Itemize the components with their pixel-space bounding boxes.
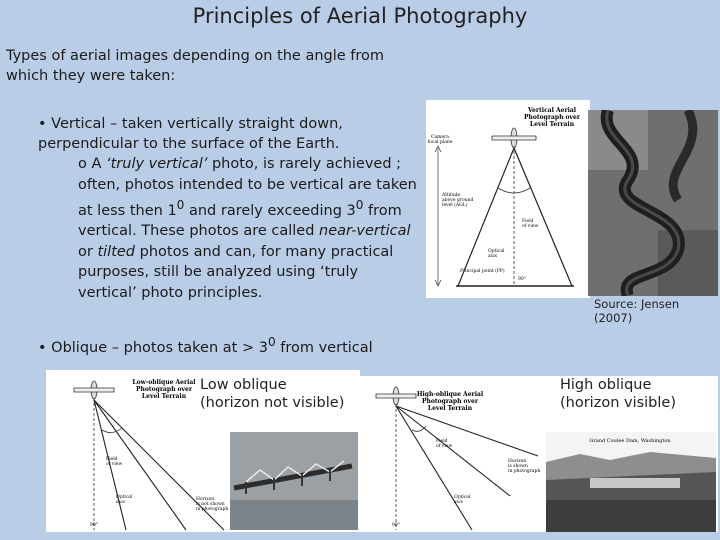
airplane-icon	[74, 381, 114, 399]
svg-text:90°: 90°	[518, 277, 526, 282]
svg-text:Horizon: Horizon	[196, 497, 215, 502]
source-citation: Source: Jensen (2007)	[594, 297, 680, 325]
svg-text:Principal point (PP): Principal point (PP)	[460, 269, 505, 274]
low-oblique-label: Low oblique (horizon not visible)	[200, 377, 345, 411]
svg-text:Field: Field	[106, 457, 118, 462]
svg-text:Optical: Optical	[454, 495, 471, 500]
bullet-vertical: • Vertical – taken vertically straight down, perpendicular to the surface of the Earth.	[38, 116, 343, 152]
svg-text:Altitude: Altitude	[442, 193, 461, 198]
svg-text:axis: axis	[454, 500, 463, 505]
svg-text:Horizon: Horizon	[508, 459, 527, 464]
svg-text:90°: 90°	[90, 523, 98, 528]
svg-text:Vertical Aerial: Vertical Aerial	[527, 107, 577, 114]
svg-text:of view: of view	[522, 224, 539, 229]
svg-text:above ground: above ground	[442, 198, 474, 203]
svg-text:level (AGL): level (AGL)	[442, 203, 468, 208]
high-oblique-label: High oblique (horizon visible)	[560, 377, 676, 411]
svg-text:Optical: Optical	[116, 495, 133, 500]
svg-text:Optical: Optical	[488, 249, 505, 254]
svg-text:Level Terrain: Level Terrain	[427, 405, 473, 412]
svg-text:90°: 90°	[392, 523, 400, 528]
svg-text:Low-oblique Aerial: Low-oblique Aerial	[132, 379, 196, 386]
svg-text:in photograph: in photograph	[196, 507, 229, 512]
svg-text:Field: Field	[436, 439, 448, 444]
sub-bullet-truly-vertical: o A ‘truly vertical’ photo, is rarely achieved ; often, photos intended to be vertical are taken at less then $1^0$ and rarely exceeding $3^0$ from vertical. These photos are called near-vertical or tilted photos and can, for many practical purposes, still be analyzed using ‘truly vertical’ photo principles.	[78, 156, 417, 301]
svg-text:Level Terrain: Level Terrain	[141, 393, 187, 400]
svg-text:Grand Coulee Dam, Washington: Grand Coulee Dam, Washington	[589, 438, 671, 444]
svg-text:High-oblique Aerial: High-oblique Aerial	[416, 391, 484, 398]
vertical-photo-diagram	[426, 100, 590, 298]
airplane-icon	[376, 387, 416, 405]
svg-text:Photograph over: Photograph over	[421, 398, 479, 405]
svg-text:axis: axis	[488, 254, 497, 259]
bridge-photo	[230, 432, 358, 530]
svg-text:Level Terrain: Level Terrain	[529, 121, 575, 128]
svg-text:of view: of view	[436, 444, 453, 449]
river-meander-aerial-photo	[588, 110, 718, 296]
svg-text:Camera: Camera	[431, 135, 449, 140]
svg-text:Field: Field	[522, 219, 534, 224]
svg-text:Photograph over: Photograph over	[135, 386, 193, 393]
airplane-icon	[492, 128, 536, 148]
svg-text:axis: axis	[116, 500, 125, 505]
svg-text:focal plane: focal plane	[427, 140, 453, 145]
intro-text: Types of aerial images depending on the angle from which they were taken:	[6, 48, 385, 84]
svg-text:Photograph over: Photograph over	[523, 114, 581, 121]
slide-title: Principles of Aerial Photography	[192, 4, 528, 28]
svg-text:is not shown: is not shown	[196, 502, 225, 507]
dam-photo	[546, 432, 716, 532]
bullet-oblique: • Oblique – photos taken at > $3^0$ from vertical	[38, 335, 373, 356]
svg-text:of view: of view	[106, 462, 123, 467]
svg-text:in photograph: in photograph	[508, 469, 541, 474]
svg-text:is shown: is shown	[508, 464, 528, 469]
